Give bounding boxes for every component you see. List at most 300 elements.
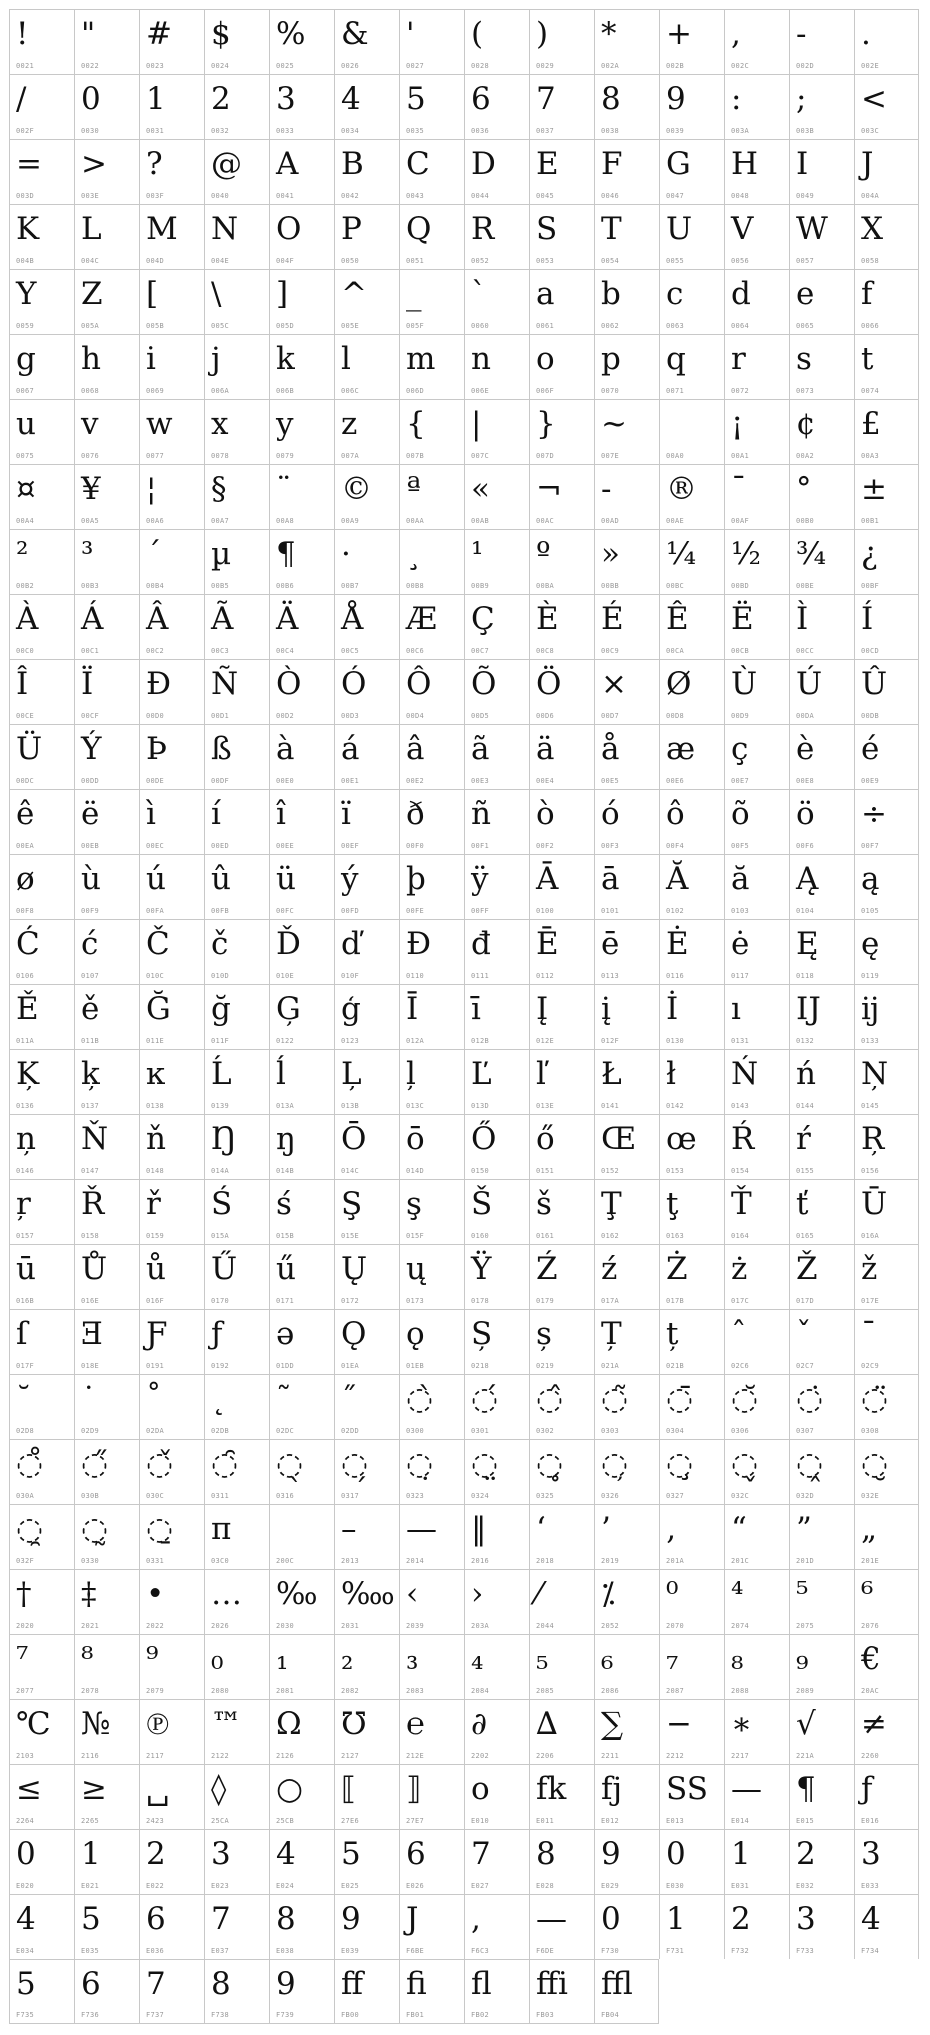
glyph-row xyxy=(9,1114,921,1179)
glyph-cell xyxy=(9,1569,74,1634)
glyph-character: Ù xyxy=(731,666,758,702)
glyph-character: ₅ xyxy=(536,1641,549,1677)
glyph-cell xyxy=(74,659,139,724)
glyph-cell xyxy=(789,1049,854,1114)
glyph-character: > xyxy=(81,146,107,182)
glyph-codepoint: 2117 xyxy=(146,1752,165,1760)
glyph-codepoint: E034 xyxy=(16,1947,35,1955)
glyph-cell xyxy=(464,1699,529,1764)
glyph-codepoint: 00BA xyxy=(536,582,555,590)
glyph-cell xyxy=(594,269,659,334)
glyph-row xyxy=(9,74,921,139)
glyph-codepoint: E014 xyxy=(731,1817,750,1825)
glyph-codepoint: 0219 xyxy=(536,1362,555,1370)
glyph-character: X xyxy=(861,211,884,247)
glyph-character: ĸ xyxy=(146,1056,165,1092)
glyph-row xyxy=(9,789,921,854)
glyph-cell xyxy=(399,204,464,269)
glyph-codepoint: 0142 xyxy=(666,1102,685,1110)
glyph-character: 9 xyxy=(276,1966,296,2002)
glyph-character: “ xyxy=(731,1511,747,1547)
glyph-codepoint: 005A xyxy=(81,322,100,330)
glyph-cell xyxy=(789,1764,854,1829)
glyph-character: î xyxy=(276,796,286,832)
glyph-character: E xyxy=(536,146,559,182)
glyph-character: ǝ xyxy=(276,1316,295,1352)
glyph-cell xyxy=(204,9,269,74)
glyph-cell xyxy=(724,1439,789,1504)
glyph-character: É xyxy=(601,601,624,637)
glyph-character: Ã xyxy=(211,601,234,637)
glyph-character: fj xyxy=(601,1771,623,1807)
glyph-character: 5 xyxy=(16,1966,36,2002)
glyph-cell xyxy=(659,1114,724,1179)
glyph-cell xyxy=(269,1439,334,1504)
glyph-cell xyxy=(334,1829,399,1894)
glyph-codepoint: 0076 xyxy=(81,452,100,460)
glyph-cell xyxy=(724,1569,789,1634)
glyph-character: , xyxy=(731,16,741,52)
glyph-cell xyxy=(789,1309,854,1374)
glyph-codepoint: E016 xyxy=(861,1817,880,1825)
glyph-character: 2 xyxy=(146,1836,166,1872)
glyph-character: ź xyxy=(601,1251,618,1287)
glyph-character: y xyxy=(276,406,294,442)
glyph-codepoint: 2260 xyxy=(861,1752,880,1760)
glyph-codepoint: 2080 xyxy=(211,1687,230,1695)
glyph-cell xyxy=(789,74,854,139)
glyph-character: p xyxy=(601,341,621,377)
glyph-cell xyxy=(139,1374,204,1439)
glyph-cell xyxy=(269,529,334,594)
glyph-cell xyxy=(724,1114,789,1179)
glyph-codepoint: 27E7 xyxy=(406,1817,425,1825)
glyph-codepoint: 00D2 xyxy=(276,712,295,720)
glyph-codepoint: F6BE xyxy=(406,1947,425,1955)
glyph-cell xyxy=(74,1309,139,1374)
glyph-cell xyxy=(659,919,724,984)
glyph-codepoint: F735 xyxy=(16,2011,35,2019)
glyph-character: ô xyxy=(666,796,685,832)
glyph-cell xyxy=(269,1374,334,1439)
glyph-cell xyxy=(594,1699,659,1764)
glyph-cell xyxy=(594,1504,659,1569)
glyph-character: m xyxy=(406,341,436,377)
glyph-character: 1 xyxy=(146,81,166,117)
glyph-character: ē xyxy=(601,926,620,962)
glyph-character: ù xyxy=(81,861,101,897)
glyph-codepoint: 00A0 xyxy=(666,452,685,460)
glyph-character: P xyxy=(341,211,362,247)
glyph-character: ó xyxy=(601,796,620,832)
glyph-character: Ä xyxy=(276,601,299,637)
glyph-codepoint: 0023 xyxy=(146,62,165,70)
glyph-codepoint: 200C xyxy=(276,1557,295,1565)
glyph-cell xyxy=(334,1764,399,1829)
glyph-cell xyxy=(529,594,594,659)
glyph-codepoint: 00EF xyxy=(341,842,360,850)
glyph-character: ◌̥ xyxy=(536,1446,564,1482)
glyph-codepoint: 0073 xyxy=(796,387,815,395)
glyph-cell xyxy=(399,1829,464,1894)
glyph-codepoint: 2013 xyxy=(341,1557,360,1565)
glyph-codepoint: 00FC xyxy=(276,907,295,915)
glyph-character: Ő xyxy=(471,1121,497,1157)
glyph-cell xyxy=(724,334,789,399)
glyph-codepoint: 0021 xyxy=(16,62,35,70)
glyph-character: fl xyxy=(471,1966,492,2002)
glyph-character: – xyxy=(341,1511,357,1547)
glyph-codepoint: 0139 xyxy=(211,1102,230,1110)
glyph-codepoint: 00FB xyxy=(211,907,230,915)
glyph-cell xyxy=(724,1244,789,1309)
glyph-character: N xyxy=(211,211,239,247)
glyph-character: þ xyxy=(406,861,426,897)
glyph-codepoint: E023 xyxy=(211,1882,230,1890)
glyph-codepoint: 2202 xyxy=(471,1752,490,1760)
glyph-codepoint: 00F2 xyxy=(536,842,555,850)
glyph-cell xyxy=(594,1114,659,1179)
glyph-character: * xyxy=(601,16,617,52)
glyph-codepoint: 0302 xyxy=(536,1427,555,1435)
glyph-cell xyxy=(659,1309,724,1374)
glyph-cell xyxy=(724,854,789,919)
glyph-cell xyxy=(594,659,659,724)
glyph-codepoint: 011B xyxy=(81,1037,100,1045)
glyph-cell xyxy=(789,659,854,724)
glyph-character: R xyxy=(471,211,495,247)
glyph-cell xyxy=(854,1634,919,1699)
glyph-cell xyxy=(334,334,399,399)
glyph-codepoint: 003B xyxy=(796,127,815,135)
glyph-character: 3 xyxy=(276,81,296,117)
glyph-cell xyxy=(139,789,204,854)
glyph-cell xyxy=(269,919,334,984)
glyph-character: ü xyxy=(276,861,296,897)
glyph-codepoint: 0105 xyxy=(861,907,880,915)
glyph-cell xyxy=(204,1764,269,1829)
glyph-cell xyxy=(659,1374,724,1439)
glyph-cell xyxy=(659,1569,724,1634)
glyph-codepoint: 0308 xyxy=(861,1427,880,1435)
glyph-cell xyxy=(724,724,789,789)
glyph-cell xyxy=(464,594,529,659)
glyph-codepoint: 00AA xyxy=(406,517,425,525)
glyph-cell xyxy=(399,1699,464,1764)
glyph-row xyxy=(9,1764,921,1829)
glyph-character: ă xyxy=(731,861,750,897)
glyph-cell xyxy=(269,1764,334,1829)
glyph-character: ê xyxy=(16,796,35,832)
glyph-cell xyxy=(659,659,724,724)
glyph-character: ú xyxy=(146,861,166,897)
glyph-codepoint: 00C1 xyxy=(81,647,100,655)
glyph-cell xyxy=(9,1829,74,1894)
glyph-codepoint: 00EB xyxy=(81,842,100,850)
glyph-row xyxy=(9,1244,921,1309)
glyph-character: — xyxy=(406,1511,437,1547)
glyph-codepoint: F736 xyxy=(81,2011,100,2019)
glyph-cell xyxy=(334,464,399,529)
glyph-cell xyxy=(74,1374,139,1439)
glyph-cell xyxy=(204,1309,269,1374)
glyph-character: ń xyxy=(796,1056,816,1092)
glyph-codepoint: 0025 xyxy=(276,62,295,70)
glyph-cell xyxy=(334,74,399,139)
glyph-cell xyxy=(789,334,854,399)
glyph-cell xyxy=(594,1569,659,1634)
glyph-character: Ž xyxy=(796,1251,818,1287)
glyph-cell xyxy=(529,74,594,139)
glyph-cell xyxy=(74,9,139,74)
glyph-character: - xyxy=(796,16,807,52)
glyph-character: Ú xyxy=(796,666,823,702)
glyph-codepoint: 00F1 xyxy=(471,842,490,850)
glyph-cell xyxy=(269,1244,334,1309)
glyph-cell xyxy=(594,919,659,984)
glyph-cell xyxy=(9,334,74,399)
glyph-cell xyxy=(724,1764,789,1829)
glyph-codepoint: 007D xyxy=(536,452,555,460)
glyph-codepoint: 016A xyxy=(861,1232,880,1240)
glyph-cell xyxy=(399,919,464,984)
glyph-cell xyxy=(139,1244,204,1309)
glyph-character: ı xyxy=(731,991,741,1027)
glyph-character: ◌̂ xyxy=(536,1381,564,1417)
glyph-codepoint: 003F xyxy=(146,192,165,200)
glyph-cell xyxy=(9,789,74,854)
glyph-cell xyxy=(464,139,529,204)
glyph-codepoint: 0111 xyxy=(471,972,490,980)
glyph-codepoint: E015 xyxy=(796,1817,815,1825)
glyph-row xyxy=(9,139,921,204)
glyph-character: » xyxy=(601,536,620,572)
glyph-character: ˛ xyxy=(211,1381,227,1417)
glyph-cell xyxy=(399,1634,464,1699)
glyph-codepoint: 0136 xyxy=(16,1102,35,1110)
glyph-cell xyxy=(529,204,594,269)
glyph-character: V xyxy=(731,211,754,247)
glyph-row xyxy=(9,1699,921,1764)
glyph-cell xyxy=(139,659,204,724)
glyph-codepoint: 0150 xyxy=(471,1167,490,1175)
glyph-cell xyxy=(269,139,334,204)
glyph-codepoint: 0138 xyxy=(146,1102,165,1110)
glyph-codepoint: 004D xyxy=(146,257,165,265)
glyph-cell xyxy=(204,1439,269,1504)
glyph-character: o xyxy=(536,341,555,377)
glyph-character: < xyxy=(861,81,887,117)
glyph-codepoint: F730 xyxy=(601,1947,620,1955)
glyph-cell xyxy=(334,984,399,1049)
glyph-character: ¶ xyxy=(796,1771,816,1807)
glyph-cell xyxy=(529,1309,594,1374)
glyph-cell xyxy=(594,1309,659,1374)
glyph-character: 8 xyxy=(601,81,621,117)
glyph-cell xyxy=(139,919,204,984)
glyph-codepoint: 00F3 xyxy=(601,842,620,850)
glyph-character: ś xyxy=(276,1186,292,1222)
glyph-cell xyxy=(334,204,399,269)
glyph-cell xyxy=(659,204,724,269)
glyph-codepoint: 013A xyxy=(276,1102,295,1110)
glyph-cell xyxy=(139,1114,204,1179)
glyph-cell xyxy=(334,1634,399,1699)
glyph-codepoint: 004F xyxy=(276,257,295,265)
glyph-codepoint: 0058 xyxy=(861,257,880,265)
glyph-cell xyxy=(9,529,74,594)
glyph-cell xyxy=(659,1829,724,1894)
glyph-character: Q xyxy=(406,211,432,247)
glyph-codepoint: E013 xyxy=(666,1817,685,1825)
glyph-cell xyxy=(529,1634,594,1699)
glyph-cell xyxy=(74,1049,139,1114)
glyph-character: ⁸ xyxy=(81,1641,94,1677)
glyph-codepoint: 2087 xyxy=(666,1687,685,1695)
glyph-codepoint: E028 xyxy=(536,1882,555,1890)
glyph-cell xyxy=(74,724,139,789)
glyph-character: l xyxy=(341,341,351,377)
glyph-character: q xyxy=(666,341,686,377)
glyph-character: ¼ xyxy=(666,536,697,572)
glyph-cell xyxy=(529,1699,594,1764)
glyph-codepoint: 201A xyxy=(666,1557,685,1565)
glyph-codepoint: 0123 xyxy=(341,1037,360,1045)
glyph-cell xyxy=(269,1569,334,1634)
glyph-cell xyxy=(594,1439,659,1504)
glyph-character: ± xyxy=(861,471,887,507)
glyph-character: ℃ xyxy=(16,1706,51,1742)
glyph-codepoint: E011 xyxy=(536,1817,555,1825)
glyph-character: ņ xyxy=(16,1121,36,1157)
glyph-character: „ xyxy=(861,1511,878,1547)
glyph-cell xyxy=(659,9,724,74)
glyph-cell xyxy=(9,984,74,1049)
glyph-cell xyxy=(74,789,139,854)
glyph-codepoint: 004A xyxy=(861,192,880,200)
glyph-cell xyxy=(789,464,854,529)
glyph-cell xyxy=(529,1829,594,1894)
glyph-codepoint: 013D xyxy=(471,1102,490,1110)
glyph-codepoint: 25CB xyxy=(276,1817,295,1825)
glyph-codepoint: 0054 xyxy=(601,257,620,265)
glyph-cell xyxy=(269,1894,334,1959)
glyph-character: ◊ xyxy=(211,1771,227,1807)
glyph-codepoint: 0163 xyxy=(666,1232,685,1240)
glyph-cell xyxy=(464,204,529,269)
glyph-cell xyxy=(529,1114,594,1179)
glyph-character: ĺ xyxy=(276,1056,286,1092)
glyph-codepoint: 2126 xyxy=(276,1752,295,1760)
glyph-character: ⁷ xyxy=(16,1641,29,1677)
glyph-character: ž xyxy=(861,1251,878,1287)
glyph-character: v xyxy=(81,406,99,442)
glyph-codepoint: F6C3 xyxy=(471,1947,490,1955)
glyph-cell xyxy=(789,529,854,594)
glyph-character: : xyxy=(731,81,742,117)
glyph-row xyxy=(9,334,921,399)
glyph-character: ␣ xyxy=(146,1771,170,1807)
glyph-character: / xyxy=(16,81,27,117)
glyph-codepoint: 007E xyxy=(601,452,620,460)
glyph-cell xyxy=(854,594,919,659)
glyph-cell xyxy=(74,854,139,919)
glyph-character: Ű xyxy=(211,1251,238,1287)
glyph-cell xyxy=(139,1634,204,1699)
glyph-cell xyxy=(724,74,789,139)
glyph-codepoint: 0026 xyxy=(341,62,360,70)
glyph-character: } xyxy=(536,406,556,442)
glyph-cell xyxy=(399,594,464,659)
glyph-codepoint: 00AF xyxy=(731,517,750,525)
glyph-character: Å xyxy=(341,601,364,637)
glyph-character: ₇ xyxy=(666,1641,679,1677)
glyph-character: ª xyxy=(406,471,421,507)
glyph-codepoint: 032C xyxy=(731,1492,750,1500)
glyph-cell xyxy=(724,789,789,854)
glyph-cell xyxy=(659,1894,724,1959)
glyph-codepoint: 0051 xyxy=(406,257,425,265)
glyph-codepoint: 005B xyxy=(146,322,165,330)
glyph-cell xyxy=(9,139,74,204)
glyph-codepoint: 00CE xyxy=(16,712,35,720)
glyph-character: ! xyxy=(16,16,29,52)
glyph-cell xyxy=(269,334,334,399)
glyph-codepoint: 00D5 xyxy=(471,712,490,720)
glyph-character: ◌̀ xyxy=(406,1381,434,1417)
glyph-cell xyxy=(854,1829,919,1894)
glyph-cell xyxy=(334,1894,399,1959)
glyph-character: O xyxy=(276,211,302,247)
glyph-codepoint: 011A xyxy=(16,1037,35,1045)
glyph-codepoint: 02D8 xyxy=(16,1427,35,1435)
glyph-character: d xyxy=(731,276,751,312)
glyph-character: Č xyxy=(146,926,170,962)
glyph-codepoint: 2030 xyxy=(276,1622,295,1630)
glyph-codepoint: 2019 xyxy=(601,1557,620,1565)
glyph-cell xyxy=(854,399,919,464)
glyph-character: ₀ xyxy=(211,1641,224,1677)
glyph-codepoint: 002F xyxy=(16,127,35,135)
glyph-character: Y xyxy=(16,276,37,312)
glyph-cell xyxy=(659,789,724,854)
glyph-codepoint: 00DD xyxy=(81,777,100,785)
glyph-character: ī xyxy=(471,991,481,1027)
glyph-cell xyxy=(204,1114,269,1179)
glyph-codepoint: 002E xyxy=(861,62,880,70)
glyph-cell xyxy=(594,1959,659,2024)
glyph-cell xyxy=(594,334,659,399)
glyph-cell xyxy=(854,1244,919,1309)
glyph-codepoint: 007B xyxy=(406,452,425,460)
glyph-character: ǫ xyxy=(406,1316,425,1352)
glyph-cell xyxy=(139,1699,204,1764)
glyph-character: 6 xyxy=(471,81,491,117)
glyph-codepoint: 01DD xyxy=(276,1362,295,1370)
glyph-codepoint: 00A9 xyxy=(341,517,360,525)
glyph-codepoint: 0112 xyxy=(536,972,555,980)
glyph-row xyxy=(9,464,921,529)
glyph-codepoint: 005D xyxy=(276,322,295,330)
glyph-character: 3 xyxy=(211,1836,231,1872)
glyph-character: ‰ xyxy=(276,1576,318,1612)
glyph-character: Ð xyxy=(146,666,172,702)
glyph-character: ₂ xyxy=(341,1641,354,1677)
glyph-character: − xyxy=(666,1706,692,1742)
glyph-character: b xyxy=(601,276,621,312)
glyph-codepoint: 0178 xyxy=(471,1297,490,1305)
glyph-codepoint: 032E xyxy=(861,1492,880,1500)
